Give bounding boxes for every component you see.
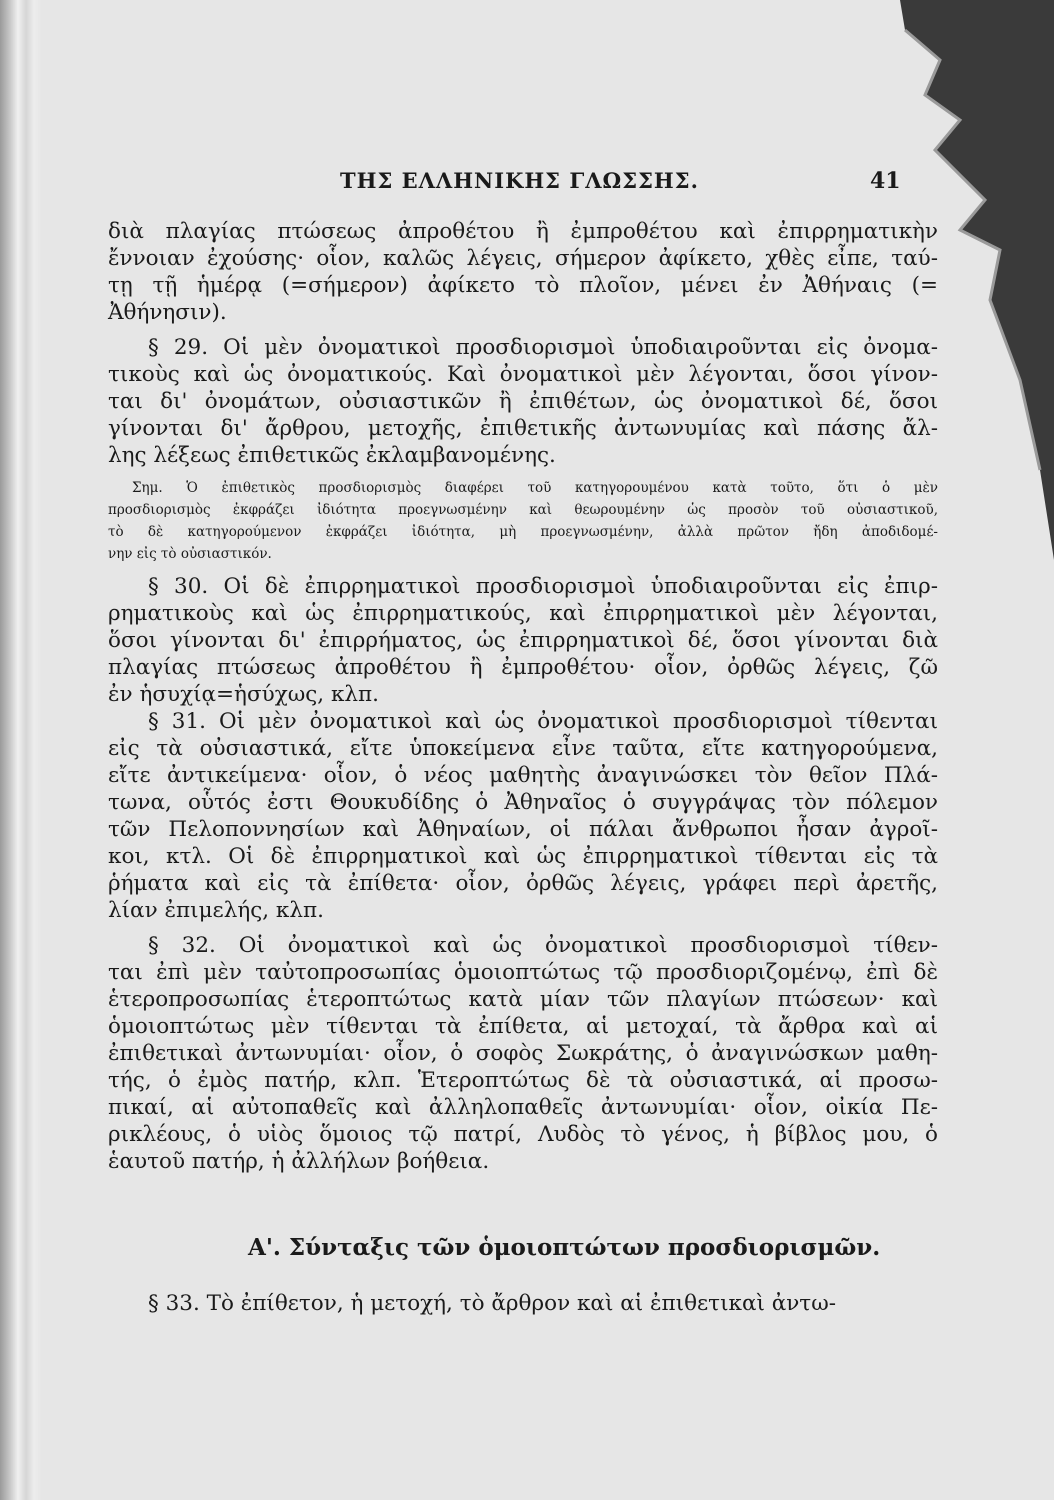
paragraph-32-first-line: § 32. Οἱ ὀνοματικοὶ καὶ ὡς ὀνοματικοὶ προσδιορισμοὶ τίθεν- [148,933,938,958]
text-line: τής, ὁ ἐμὸς πατήρ, κλπ. Ἑτεροπτώτως δὲ τὰ οὐσιαστικά, αἱ προσω- [108,1068,938,1093]
page-number: 41 [870,168,901,194]
text-line: ἑαυτοῦ πατήρ, ἡ ἀλλήλων βοήθεια. [108,1149,490,1174]
text-line: πικαί, αἱ αὐτοπαθεῖς καὶ ἀλληλοπαθεῖς ἀντωνυμίαι· οἷον, οἰκία Πε- [108,1095,938,1120]
text-line: ἔννοιαν ἐχούσης· οἷον, καλῶς λέγεις, σήμερον ἀφίκετο, χθὲς εἶπε, ταύ- [108,246,938,271]
text-line: ῥήματα καὶ εἰς τὰ ἐπίθετα· οἷον, ὀρθῶς λέγεις, γράφει περὶ ἀρετῆς, [108,871,938,896]
text-line: τικοὺς καὶ ὡς ὀνοματικούς. Καὶ ὀνοματικοὶ μὲν λέγονται, ὅσοι γίνον- [108,362,938,387]
main-text [108,218,938,1175]
paragraph-33 [108,1290,938,1317]
text-line: κοι, κτλ. Οἱ δὲ ἐπιρρηματικοὶ καὶ ὡς ἐπιρρηματικοὶ τίθενται εἰς τὰ [108,844,938,869]
text-line: τῃ τῇ ἡμέρᾳ (=σήμερον) ἀφίκετο τὸ πλοῖον, μένει ἐν Ἀθήναις (= [108,273,938,298]
text-line: τῶν Πελοποννησίων καὶ Ἀθηναίων, οἱ πάλαι ἄνθρωποι ἦσαν ἀγροῖ- [108,817,938,842]
text-line: γίνονται δι' ἄρθρου, μετοχῆς, ἐπιθετικῆς ἀντωνυμίας καὶ πάσης ἄλ- [108,416,938,441]
text-line: Ἀθήνησιν). [108,300,227,325]
text-line: ὁμοιοπτώτως μὲν τίθενται τὰ ἐπίθετα, αἱ μετοχαί, τὰ ἄρθρα καὶ αἱ [108,1014,938,1039]
text-line: ἐν ἡσυχίᾳ=ἡσύχως, κλπ. [108,682,379,707]
text-line: λίαν ἐπιμελής, κλπ. [108,898,324,923]
text-line: ρικλέους, ὁ υἱὸς ὅμοιος τῷ πατρί, Λυδὸς τὸ γένος, ἡ βίβλος μου, ὁ [108,1122,938,1147]
text-line: ἑτεροπροσωπίας ἑτεροπτώτως κατὰ μίαν τῶν πλαγίων πτώσεων· καὶ [108,987,938,1012]
text-line: ρηματικοὺς καὶ ὡς ἐπιρρηματικούς, καὶ ἐπιρρηματικοὶ μὲν λέγονται, [108,601,938,626]
text-line: ται δι' ὀνομάτων, οὐσιαστικῶν ἢ ἐπιθέτων, ὡς ὀνοματικοὶ δέ, ὅσοι [108,389,938,414]
note-line: προσδιορισμὸς ἐκφράζει ἰδιότητα προεγνωσμένην καὶ θεωρουμένην ὡς προσὸν τοῦ οὐσιαστικοῦ, [108,502,938,518]
note-line: νην εἰς τὸ οὐσιαστικόν. [108,546,272,562]
running-head: ΤΗΣ ΕΛΛΗΝΙΚΗΣ ΓΛΩΣΣΗΣ. [340,168,699,193]
paragraph-29-first-line: § 29. Οἱ μὲν ὀνοματικοὶ προσδιορισμοὶ ὑποδιαιροῦνται εἰς ὀνομα- [148,335,938,360]
text-line: εἴτε ἀντικείμενα· οἷον, ὁ νέος μαθητὴς ἀναγινώσκει τὸν θεῖον Πλά- [108,763,938,788]
note-line: Σημ. Ὁ ἐπιθετικὸς προσδιορισμὸς διαφέρει τοῦ κατηγορουμένου κατὰ τοῦτο, ὅτι ὁ μὲν [132,480,938,496]
paragraph-30-first-line: § 30. Οἱ δὲ ἐπιρρηματικοὶ προσδιορισμοὶ ὑποδιαιροῦνται εἰς ἐπιρ- [148,574,938,599]
paragraph-31-first-line: § 31. Οἱ μὲν ὀνοματικοὶ καὶ ὡς ὀνοματικοὶ προσδιορισμοὶ τίθενται [148,709,938,734]
text-line: εἰς τὰ οὐσιαστικά, εἴτε ὑποκείμενα εἶνε ταῦτα, εἴτε κατηγορούμενα, [108,736,938,761]
section-heading: Α'. Σύνταξις τῶν ὁμοιοπτώτων προσδιορισμῶν. [248,1234,881,1261]
text-line: τωνα, οὗτός ἐστι Θουκυδίδης ὁ Ἀθηναῖος ὁ συγγράψας τὸν πόλεμον [108,790,938,815]
text-line: ἐπιθετικαὶ ἀντωνυμίαι· οἷον, ὁ σοφὸς Σωκράτης, ὁ ἀναγινώσκων μαθη- [108,1041,938,1066]
text-line: λης λέξεως ἐπιθετικῶς ἐκλαμβανομένης. [108,443,556,468]
paragraph-33-first-line: § 33. Τὸ ἐπίθετον, ἡ μετοχή, τὸ ἄρθρον καὶ αἱ ἐπιθετικαὶ ἀντω- [148,1291,836,1316]
text-line: ται ἐπὶ μὲν ταὐτοπροσωπίας ὁμοιοπτώτως τῷ προσδιοριζομένῳ, ἐπὶ δὲ [108,960,938,985]
text-line: πλαγίας πτώσεως ἀπροθέτου ἢ ἐμπροθέτου· οἷον, ὀρθῶς λέγεις, ζῶ [108,655,938,680]
note-line: τὸ δὲ κατηγορούμενον ἐκφράζει ἰδιότητα, μὴ προεγνωσμένην, ἀλλὰ πρῶτον ἤδη ἀποδιδομέ- [108,524,938,540]
text-line: ὅσοι γίνονται δι' ἐπιρρήματος, ὡς ἐπιρρηματικοὶ δέ, ὅσοι γίνονται διὰ [108,628,938,653]
text-line: διὰ πλαγίας πτώσεως ἀπροθέτου ἢ ἐμπροθέτου καὶ ἐπιρρηματικὴν [108,219,938,244]
